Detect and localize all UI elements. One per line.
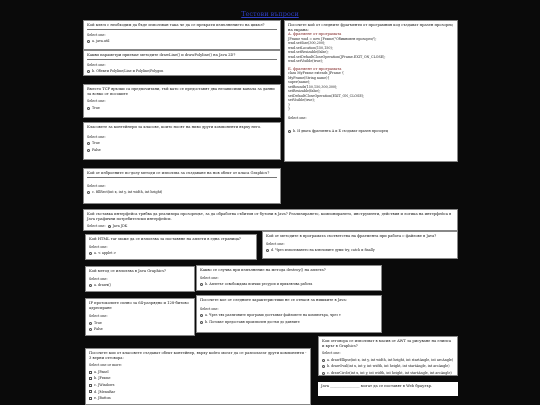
answer-checkbox[interactable]	[89, 383, 307, 388]
question-text: Кои отговора се използват в масив от AWT за рисуване на елипса и кръг в Graphics?	[322, 339, 452, 348]
radio-button[interactable]	[266, 249, 269, 252]
answer-option[interactable]	[87, 69, 277, 74]
option-label: a. drawx()	[94, 283, 111, 288]
question-card-2	[83, 50, 281, 76]
code-line: setVisible(true);	[288, 98, 315, 103]
question-card-3	[83, 84, 281, 118]
radio-button[interactable]	[87, 107, 90, 110]
question-card-13	[284, 20, 458, 162]
question-card-8	[85, 266, 195, 292]
checkbox[interactable]	[89, 397, 92, 400]
option-label: False	[94, 327, 103, 332]
radio-button[interactable]	[200, 321, 203, 324]
question-card-1	[83, 20, 281, 50]
option-label: a. < applet >	[94, 251, 117, 256]
option-label: True	[92, 141, 100, 146]
code-line: setResizable(false);	[288, 89, 321, 94]
answer-option[interactable]	[89, 251, 253, 256]
fragment-a-title: A. фрагмент от програмата	[288, 32, 342, 37]
option-label: a. java.util	[92, 39, 110, 44]
option-label: a. drawEllipse(int x, int y, int width, int height, int startAngle, int arcAngle)	[327, 357, 454, 362]
select-label: Select one:	[89, 314, 108, 319]
question-card-4	[83, 122, 281, 160]
option-label: e. JButton	[94, 396, 111, 401]
select-label: Select one:	[200, 275, 219, 280]
select-label: Select one:	[87, 183, 106, 188]
option-label: d. Чрез използването на ключовите думи try, catch и finally	[271, 248, 375, 253]
question-card-6	[83, 209, 458, 231]
select-label: Select one:	[288, 115, 307, 120]
select-label: Select one:	[87, 62, 106, 67]
checkbox[interactable]	[89, 377, 92, 380]
question-text: Кой метод се използва в Java Graphics?	[89, 269, 166, 273]
select-label: Select one or more:	[89, 363, 122, 368]
code-line: wnd.setDefaultCloseOperation(JFrame.EXIT_ON_CLOSE);	[288, 54, 386, 59]
select-label: Select one:	[89, 276, 108, 281]
option-label: c. JWindows	[94, 382, 115, 387]
answer-option[interactable]	[87, 141, 277, 146]
radio-button[interactable]	[108, 225, 111, 228]
question-text: IP протоколите силно за 64-разрядно и 128-битово адресиране	[89, 301, 189, 310]
divider	[87, 29, 277, 30]
radio-button[interactable]	[87, 70, 90, 73]
option-label: a. Чрез тях различните програми достъпват файловете на компютъра, чрез т	[205, 313, 341, 318]
answer-option[interactable]	[322, 358, 454, 363]
question-card-5	[83, 168, 281, 204]
question-card-7	[85, 234, 257, 260]
answer-option[interactable]	[322, 371, 454, 376]
option-label: c. fillRect(int x, int y, int width, int height)	[92, 190, 163, 195]
code-line: JFrame wnd = new JFrame("Обикновен прозорец");	[288, 36, 377, 41]
answer-option[interactable]	[288, 129, 454, 134]
question-text: Класовете за контейнери за класове, които носят на ниво други компоненти върху него.	[87, 125, 262, 129]
select-label: Select one:	[87, 134, 106, 139]
code-line: wnd.setResizable(false);	[288, 50, 329, 55]
code-line: }	[288, 102, 291, 107]
code-line: super(name);	[288, 80, 311, 85]
radio-button[interactable]	[87, 149, 90, 152]
code-line: MyFrame(String name){	[288, 75, 330, 80]
select-label: Select one:	[266, 241, 285, 246]
select-label: Select one:	[87, 224, 106, 229]
question-text: Кой от методите в програмата съответства на фрагмента при работа с файлове в Java?	[266, 234, 437, 238]
question-text: Кой ключ с необходим да бъде използван така че да се прекрати изпълнението на цикъл?	[87, 23, 265, 27]
question-text: Вместо TCP връзки са предпочитани, тъй като се предоставят два независими канала за данни за всяко от посоките	[87, 87, 275, 96]
select-label: Select one:	[89, 244, 108, 249]
answer-option[interactable]	[266, 248, 454, 253]
option-label: b. Обекти Polyline/Line и Polyline/Polygon	[92, 69, 164, 74]
question-text: Java ________________ могат да се поставят в Web браузър.	[321, 384, 433, 388]
select-label: Select one:	[87, 32, 106, 37]
option-label: True	[92, 105, 100, 110]
option-label: a. JPanel	[94, 369, 109, 374]
select-label: Select one:	[200, 306, 219, 311]
question-text: Посочете кое от следните характеристики не се отнася за нишките в Java:	[200, 298, 347, 302]
question-text: Какви параметри приемат методите drawLine() и drawPolyline() на Java 2D?	[87, 53, 236, 57]
radio-button[interactable]	[200, 283, 203, 286]
answer-option[interactable]	[87, 190, 277, 195]
fragment-b-title: Б. фрагмент от програмата	[288, 66, 342, 71]
answer-option[interactable]	[87, 148, 277, 153]
answer-option[interactable]	[200, 313, 378, 318]
question-card-11	[196, 265, 382, 291]
question-card-10	[262, 231, 458, 259]
answer-option[interactable]	[89, 283, 191, 288]
question-text: Кой съставка интерфейса трябва да реализира прозорецът, за да обработва събития от бутони в Java? Реализирането, компонирането, инструменти, действия и логика на интерфейса в Java графични потребителски интерфейси.	[87, 212, 452, 221]
radio-button[interactable]	[200, 314, 203, 317]
answer-checkbox[interactable]	[89, 396, 307, 401]
answer-checkbox[interactable]	[89, 370, 307, 375]
question-card-12	[196, 295, 382, 333]
question-text: Кой от изброените по-долу методи се използва за създаване на нов обект от класа Graphics?	[87, 171, 270, 175]
code-line: setBounds(150,150,300,300);	[288, 84, 338, 89]
answer-option[interactable]	[87, 106, 277, 111]
select-label: Select one:	[322, 351, 341, 356]
radio-button[interactable]	[89, 284, 92, 287]
code-line: wnd.setSize(300,200);	[288, 41, 326, 46]
option-label: d. JMenuBar	[94, 389, 116, 394]
radio-button[interactable]	[322, 359, 325, 362]
answer-option[interactable]	[200, 320, 378, 325]
question-text: Кой HTML таг може да се използва за поставяне на аплети в една страница?	[89, 237, 241, 241]
question-card-9	[85, 298, 195, 336]
answer-checkbox[interactable]	[89, 376, 307, 381]
code-line: wnd.setVisible(true);	[288, 59, 323, 64]
answer-option[interactable]	[89, 327, 191, 332]
select-label: Select one:	[87, 99, 106, 104]
radio-button[interactable]	[322, 365, 325, 368]
radio-button[interactable]	[322, 372, 325, 375]
radio-button[interactable]	[87, 40, 90, 43]
option-label: False	[92, 147, 101, 152]
checkbox[interactable]	[89, 390, 92, 393]
divider	[87, 59, 277, 60]
option-label: Java JDK	[112, 224, 128, 229]
question-card-16	[318, 382, 458, 396]
radio-button[interactable]	[288, 130, 291, 133]
question-text: Посочете кой от следните фрагменти от програмния код създават празен прозорец на екрана:	[288, 23, 453, 32]
code-line: }	[288, 107, 291, 112]
question-card-15	[318, 336, 458, 376]
question-text: Какво се случва при изпълнение на метода destroy() на аплета?	[200, 268, 326, 272]
answer-checkbox[interactable]	[89, 390, 307, 395]
answer-option[interactable]	[322, 364, 454, 369]
radio-button[interactable]	[89, 252, 92, 255]
code-line: setDefaultCloseOperation(EXIT_ON_CLOSE);	[288, 93, 365, 98]
option-label: b. Аплетът освобождава всички ресурси и приключва работа	[205, 282, 313, 287]
option-label: b. Потокът предоставя произволен достъп до данните	[205, 319, 300, 324]
code-line: wnd.setLocation(150,150);	[288, 45, 333, 50]
radio-button[interactable]	[87, 191, 90, 194]
option-label: c. drawCircle(int x, int y, int width, int height, int startAngle, int arcAngle)	[327, 370, 452, 375]
option-label: b. JFrame	[94, 376, 111, 381]
radio-button[interactable]	[89, 328, 92, 331]
option-label: True	[94, 320, 102, 325]
answer-option[interactable]	[87, 224, 454, 229]
answer-option[interactable]	[89, 321, 191, 326]
checkbox[interactable]	[89, 371, 92, 374]
radio-button[interactable]	[87, 142, 90, 145]
question-card-14	[85, 348, 311, 405]
radio-button[interactable]	[89, 322, 92, 325]
answer-option[interactable]	[200, 282, 378, 287]
page-title: Тестови въпроси	[241, 10, 299, 18]
code-line: class MyFrame extends JFrame {	[288, 71, 344, 76]
divider	[87, 177, 277, 178]
option-label: b. drawOval(int x, int y, int width, int height, int startAngle, int arcAngle)	[327, 364, 450, 369]
question-text: Посочете кои от класовете създават обект контейнер, върху който могат да се разполагат други компоненти - 3 верни отговора:	[89, 351, 307, 360]
option-label: b. И двата фрагмента А и Б създават празен прозорец	[293, 129, 388, 134]
checkbox[interactable]	[89, 384, 92, 387]
answer-option[interactable]	[87, 39, 277, 44]
